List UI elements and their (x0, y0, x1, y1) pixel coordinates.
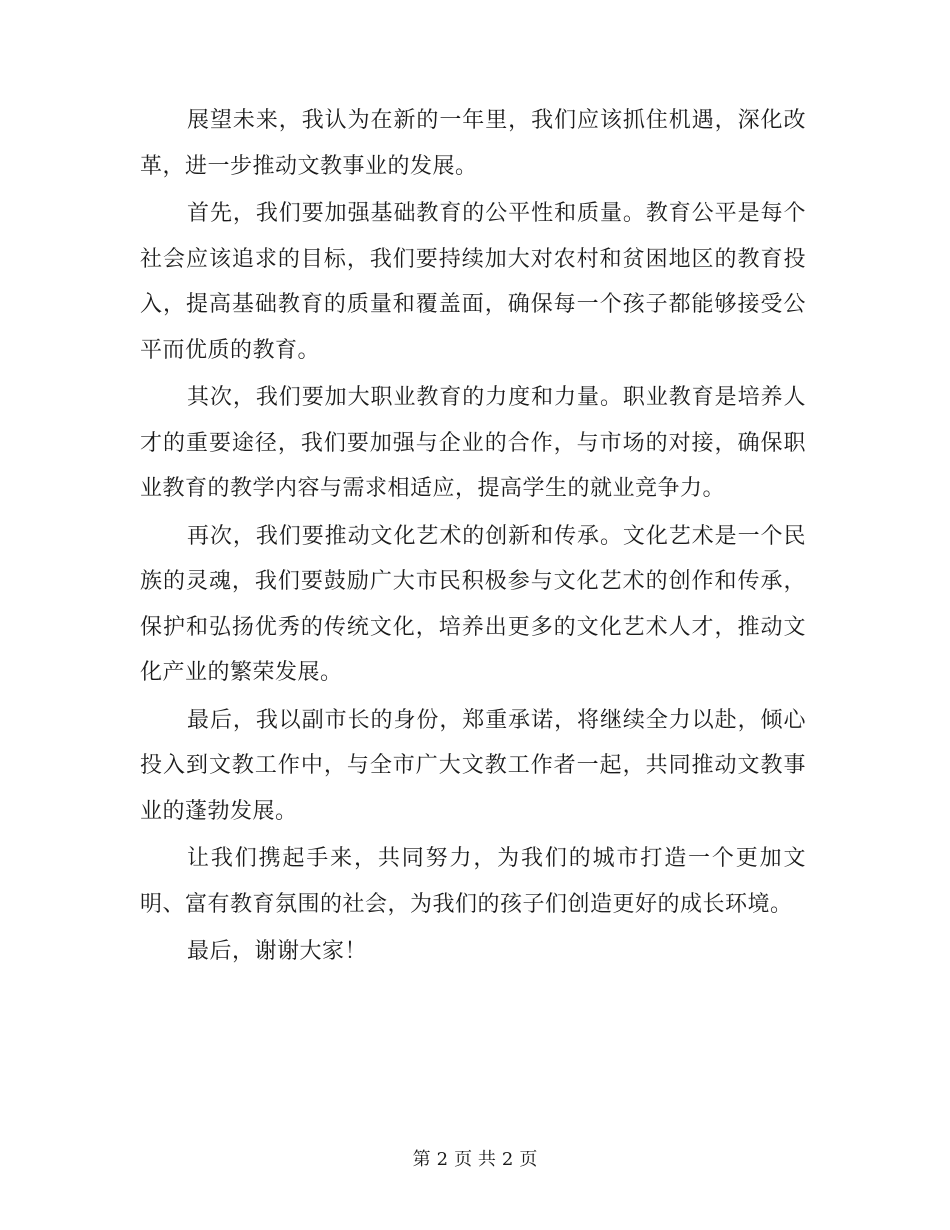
paragraph-vocational-education: 其次，我们要加大职业教育的力度和力量。职业教育是培养人才的重要途径，我们要加强与企业的合作，与市场的对接，确保职业教育的教学内容与需求相适应，提高学生的就业竞争力。 (140, 385, 806, 501)
paragraph-culture-arts: 再次，我们要推动文化艺术的创新和传承。文化艺术是一个民族的灵魂，我们要鼓励广大市民积极参与文化艺术的创作和传承，保护和弘扬优秀的传统文化，培养出更多的文化艺术人才，推动文化产业的繁荣发展。 (140, 523, 806, 685)
paragraph-thanks: 最后，谢谢大家！ (187, 939, 368, 964)
page-label-suffix: 页 (519, 1149, 538, 1170)
page-label-prefix: 第 (412, 1149, 431, 1170)
paragraph-commitment: 最后，我以副市长的身份，郑重承诺，将继续全力以赴，倾心投入到文教工作中，与全市广大文教工作者一起，共同推动文教事业的蓬勃发展。 (140, 707, 806, 824)
page-footer (0, 1148, 950, 1172)
paragraph-outlook: 展望未来，我认为在新的一年里，我们应该抓住机遇，深化改革，进一步推动文教事业的发展。 (140, 108, 806, 179)
current-page-number: 2 (436, 1149, 449, 1170)
total-pages-number: 2 (501, 1149, 514, 1170)
paragraph-basic-education: 首先，我们要加强基础教育的公平性和质量。教育公平是每个社会应该追求的目标，我们要持续加大对农村和贫困地区的教育投入，提高基础教育的质量和覆盖面，确保每一个孩子都能够接受公平而优质的教育。 (140, 201, 806, 363)
paragraph-call-to-action: 让我们携起手来，共同努力，为我们的城市打造一个更加文明、富有教育氛围的社会，为我们的孩子们创造更好的成长环境。 (140, 846, 806, 917)
document-body (140, 98, 806, 977)
page-label-mid: 页 共 (454, 1149, 496, 1170)
